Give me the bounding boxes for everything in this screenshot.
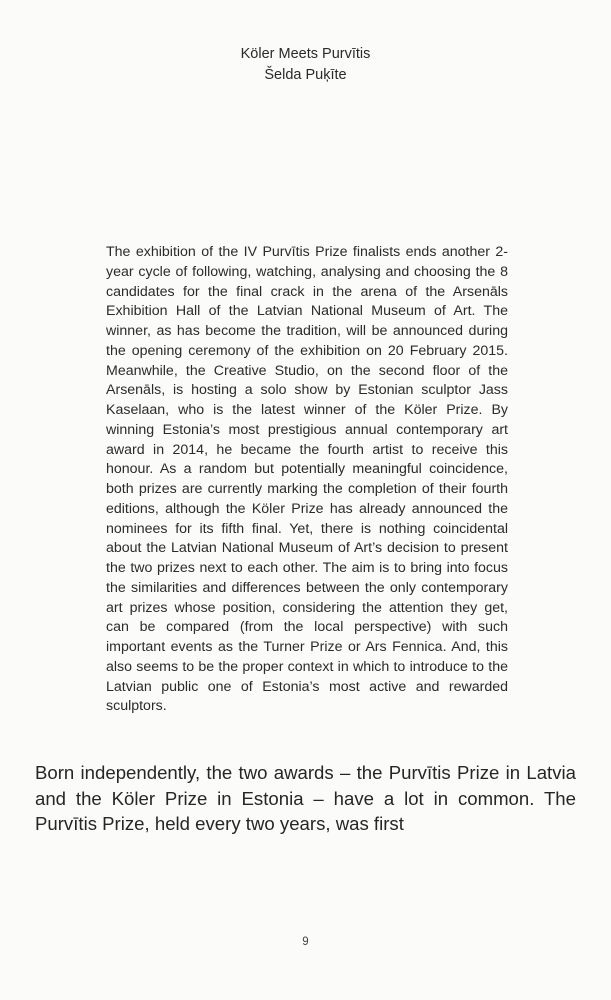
lead-paragraph: Born independently, the two awards – the Purvītis Prize in Latvia and the Köler Prize in Estonia – have a lot in common. The Purvītis Prize, held every two years, was first [35,762,576,834]
article-title: Köler Meets Purvītis [240,46,371,62]
article-author: Šelda Puķīte [264,67,347,83]
page-number: 9 [302,936,309,948]
article-header [0,44,611,86]
intro-block [106,243,508,717]
intro-paragraph: The exhibition of the IV Purvītis Prize finalists ends another 2-year cycle of following, watching, analysing and choosing the 8 candidates for the final crack in the arena of the Arsenāls Exhibition Hall of the Latvian National Museum of Art. The winner, as has become the tradition, will be announced during the opening ceremony of the exhibition on 20 February 2015. Meanwhile, the Creative Studio, on the second floor of the Arsenāls, is hosting a solo show by Estonian sculptor Jass Kaselaan, who is the latest winner of the Köler Prize. By winning Estonia’s most prestigious annual contemporary art award in 2014, he became the fourth artist to receive this honour. As a random but potentially meaningful coincidence, both prizes are currently marking the completion of their fourth editions, although the Köler Prize has already announced the nominees for its fifth final. Yet, there is nothing coincidental about the Latvian National Museum of Art’s decision to present the two prizes next to each other. The aim is to bring into focus the similarities and differences between the only contemporary art prizes whose position, considering the attention they get, can be compared (from the local perspective) with such important events as the Turner Prize or Ars Fennica. And, this also seems to be the proper context in which to introduce to the Latvian public one of Estonia’s most active and rewarded sculptors. [106,244,508,715]
lead-block [35,760,576,837]
